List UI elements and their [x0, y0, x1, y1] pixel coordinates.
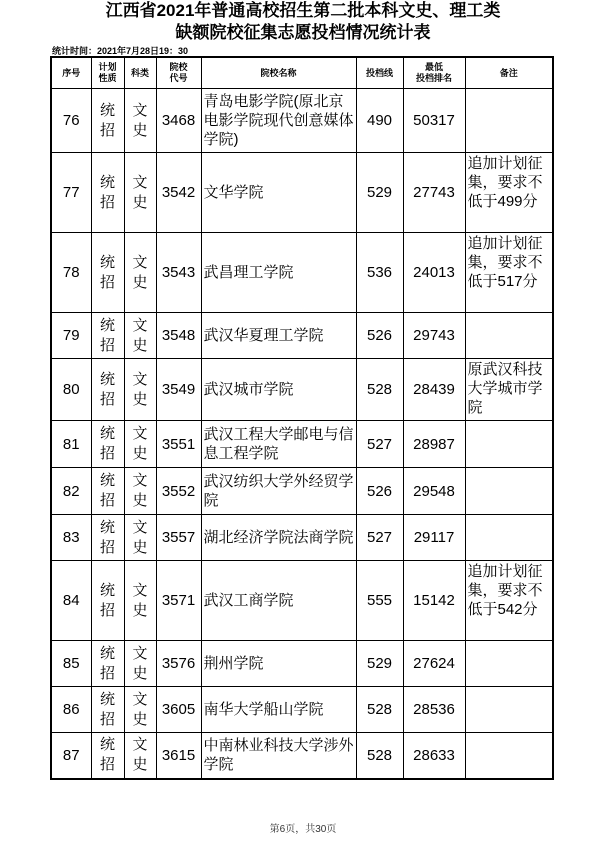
cell-rank: 28633	[403, 733, 465, 779]
cell-plan: 统 招	[91, 561, 124, 641]
cell-plan: 统 招	[91, 687, 124, 733]
cell-plan: 统 招	[91, 153, 124, 233]
cell-note	[465, 468, 553, 515]
column-header: 院校 代号	[156, 57, 201, 89]
column-header: 计划 性质	[91, 57, 124, 89]
cell-plan: 统 招	[91, 359, 124, 421]
cell-note	[465, 641, 553, 687]
table-row	[51, 515, 553, 561]
cell-name: 文华学院	[201, 153, 356, 233]
cell-note: 追加计划征集，要求不低于517分	[465, 233, 553, 313]
table-row	[51, 359, 553, 421]
table-row	[51, 561, 553, 641]
table-row	[51, 468, 553, 515]
column-header: 院校名称	[201, 57, 356, 89]
cell-rank: 28439	[403, 359, 465, 421]
cell-plan: 统 招	[91, 421, 124, 468]
cell-line: 527	[356, 421, 403, 468]
cell-rank: 28536	[403, 687, 465, 733]
cell-rank: 27743	[403, 153, 465, 233]
cell-cat: 文 史	[124, 89, 156, 153]
cell-code: 3552	[156, 468, 201, 515]
cell-no: 79	[51, 313, 91, 359]
cell-no: 80	[51, 359, 91, 421]
table-row	[51, 687, 553, 733]
cell-line: 526	[356, 313, 403, 359]
cell-name: 湖北经济学院法商学院	[201, 515, 356, 561]
cell-note	[465, 313, 553, 359]
cell-cat: 文 史	[124, 359, 156, 421]
table-row	[51, 153, 553, 233]
cell-name: 武汉工程大学邮电与信息工程学院	[201, 421, 356, 468]
cell-cat: 文 史	[124, 153, 156, 233]
cell-note	[465, 89, 553, 153]
cell-name: 武汉城市学院	[201, 359, 356, 421]
cell-code: 3543	[156, 233, 201, 313]
cell-plan: 统 招	[91, 641, 124, 687]
cell-plan: 统 招	[91, 233, 124, 313]
cell-line: 528	[356, 687, 403, 733]
cell-code: 3468	[156, 89, 201, 153]
cell-note: 原武汉科技大学城市学院	[465, 359, 553, 421]
cell-no: 86	[51, 687, 91, 733]
cell-line: 529	[356, 641, 403, 687]
stat-time: 统计时间：2021年7月28日19：30	[52, 46, 189, 56]
cell-rank: 27624	[403, 641, 465, 687]
cell-note	[465, 687, 553, 733]
cell-code: 3557	[156, 515, 201, 561]
cell-no: 82	[51, 468, 91, 515]
cell-cat: 文 史	[124, 421, 156, 468]
cell-plan: 统 招	[91, 733, 124, 779]
cell-code: 3576	[156, 641, 201, 687]
cell-line: 527	[356, 515, 403, 561]
cell-note	[465, 421, 553, 468]
cell-name: 武汉华夏理工学院	[201, 313, 356, 359]
cell-cat: 文 史	[124, 561, 156, 641]
cell-code: 3548	[156, 313, 201, 359]
table-row	[51, 641, 553, 687]
cell-line: 529	[356, 153, 403, 233]
cell-name: 中南林业科技大学涉外学院	[201, 733, 356, 779]
cell-code: 3551	[156, 421, 201, 468]
title-line-2: 缺额院校征集志愿投档情况统计表	[175, 23, 431, 42]
cell-rank: 24013	[403, 233, 465, 313]
cell-name: 武昌理工学院	[201, 233, 356, 313]
cell-rank: 29548	[403, 468, 465, 515]
cell-no: 78	[51, 233, 91, 313]
page-footer: 第6页，共30页	[269, 824, 337, 835]
cell-plan: 统 招	[91, 515, 124, 561]
cell-rank: 28987	[403, 421, 465, 468]
cell-cat: 文 史	[124, 313, 156, 359]
table-row	[51, 233, 553, 313]
column-header: 备注	[465, 57, 553, 89]
cell-note	[465, 733, 553, 779]
cell-plan: 统 招	[91, 468, 124, 515]
cell-cat: 文 史	[124, 468, 156, 515]
cell-code: 3571	[156, 561, 201, 641]
cell-line: 526	[356, 468, 403, 515]
cell-line: 528	[356, 359, 403, 421]
cell-rank: 29743	[403, 313, 465, 359]
cell-cat: 文 史	[124, 687, 156, 733]
cell-no: 77	[51, 153, 91, 233]
cell-line: 490	[356, 89, 403, 153]
column-header: 投档线	[356, 57, 403, 89]
cell-line: 528	[356, 733, 403, 779]
column-header: 最低 投档排名	[403, 57, 465, 89]
cell-rank: 15142	[403, 561, 465, 641]
cell-name: 武汉工商学院	[201, 561, 356, 641]
admission-table	[50, 56, 554, 780]
table-row	[51, 421, 553, 468]
cell-cat: 文 史	[124, 641, 156, 687]
cell-name: 青岛电影学院(原北京电影学院现代创意媒体学院)	[201, 89, 356, 153]
cell-plan: 统 招	[91, 89, 124, 153]
cell-line: 555	[356, 561, 403, 641]
cell-no: 76	[51, 89, 91, 153]
table-row	[51, 313, 553, 359]
cell-cat: 文 史	[124, 233, 156, 313]
title-line-1: 江西省2021年普通高校招生第二批本科文史、理工类	[105, 1, 501, 20]
cell-name: 荆州学院	[201, 641, 356, 687]
cell-rank: 50317	[403, 89, 465, 153]
table-row	[51, 733, 553, 779]
header-row	[51, 57, 553, 89]
cell-code: 3542	[156, 153, 201, 233]
cell-note: 追加计划征集，要求不低于499分	[465, 153, 553, 233]
cell-cat: 文 史	[124, 733, 156, 779]
cell-code: 3549	[156, 359, 201, 421]
cell-no: 85	[51, 641, 91, 687]
column-header: 序号	[51, 57, 91, 89]
cell-no: 87	[51, 733, 91, 779]
cell-name: 武汉纺织大学外经贸学院	[201, 468, 356, 515]
cell-rank: 29117	[403, 515, 465, 561]
cell-plan: 统 招	[91, 313, 124, 359]
cell-code: 3605	[156, 687, 201, 733]
cell-cat: 文 史	[124, 515, 156, 561]
cell-no: 81	[51, 421, 91, 468]
cell-no: 84	[51, 561, 91, 641]
cell-no: 83	[51, 515, 91, 561]
cell-name: 南华大学船山学院	[201, 687, 356, 733]
cell-line: 536	[356, 233, 403, 313]
cell-note	[465, 515, 553, 561]
cell-code: 3615	[156, 733, 201, 779]
column-header: 科类	[124, 57, 156, 89]
table-row	[51, 89, 553, 153]
cell-note: 追加计划征集，要求不低于542分	[465, 561, 553, 641]
